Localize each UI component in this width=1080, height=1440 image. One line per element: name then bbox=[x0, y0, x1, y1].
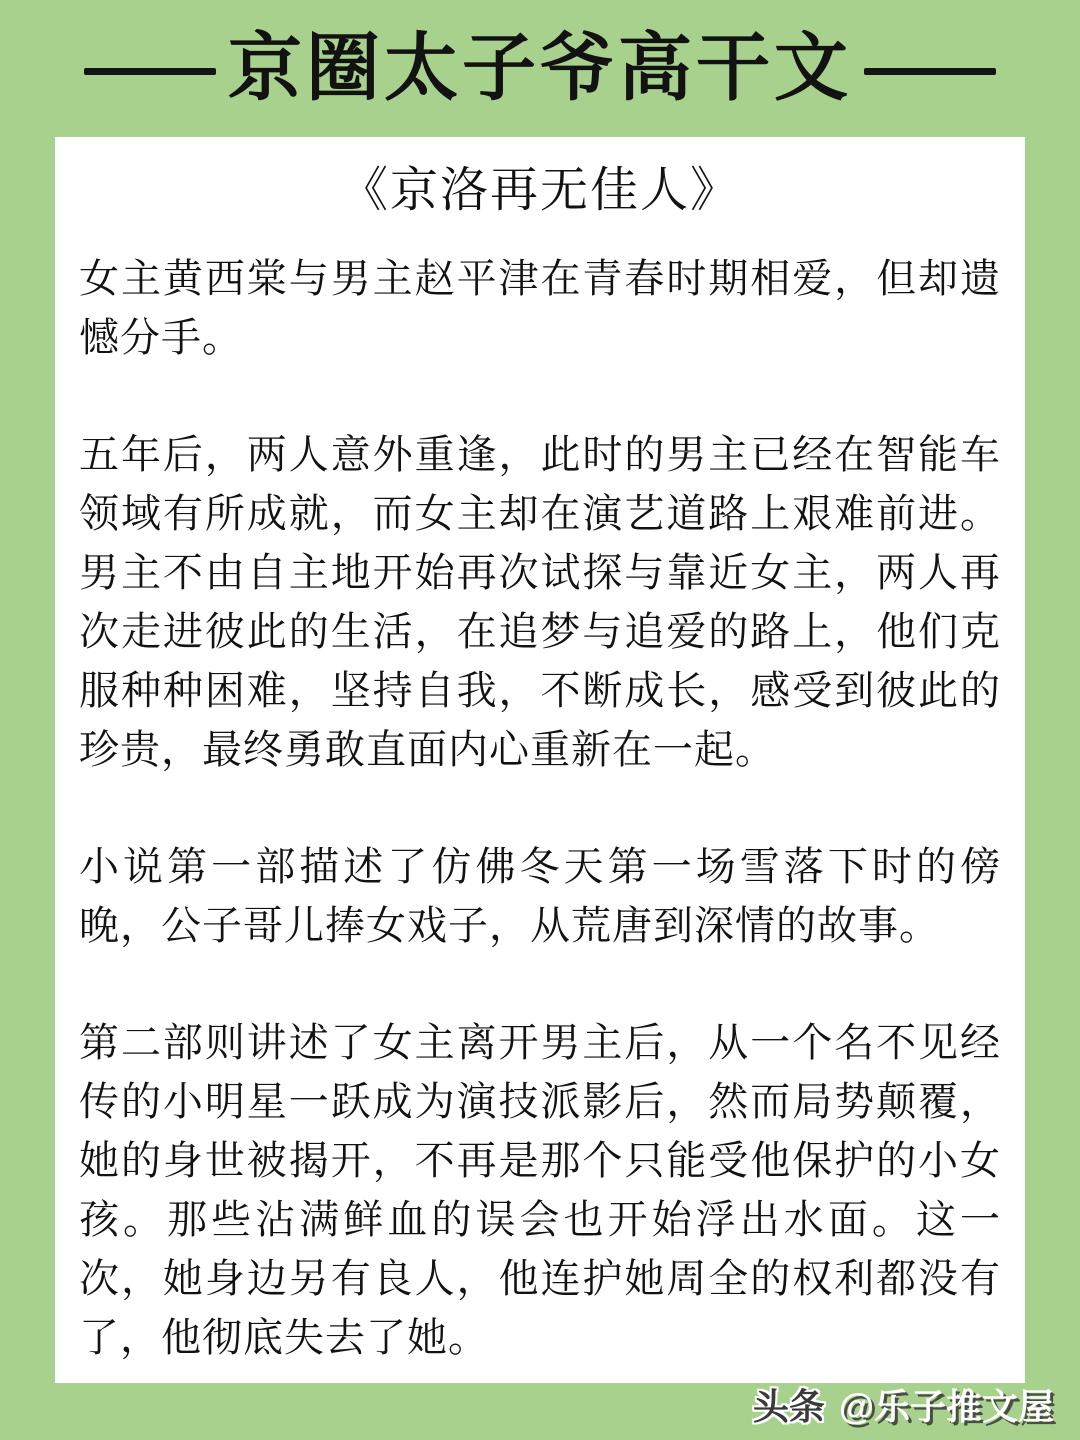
platform-label: 头条 bbox=[752, 1386, 825, 1427]
header-dash-right bbox=[864, 68, 996, 75]
author-handle: @乐子推文屋 bbox=[838, 1386, 1054, 1427]
story-synopsis bbox=[79, 249, 1001, 1367]
content-card bbox=[55, 137, 1025, 1383]
book-title: 《京洛再无佳人》 bbox=[339, 164, 740, 217]
header-dash-left bbox=[84, 68, 216, 75]
header-banner bbox=[0, 0, 1080, 137]
story-paragraph-1: 女主黄西棠与男主赵平津在青春时期相爱，但却遗憾分手。 bbox=[79, 256, 1001, 360]
story-paragraph-4: 第二部则讲述了女主离开男主后，从一个名不见经传的小明星一跃成为演技派影后，然而局势颠覆，她的身世被揭开，不再是那个只能受他保护的小女孩。那些沾满鲜血的误会也开始浮出水面。这一次，她身边另有良人，他连护她周全的权利都没有了，他彻底失去了她。 bbox=[79, 1020, 1001, 1360]
header-title: 京圈太子爷高干文 bbox=[228, 27, 852, 110]
story-paragraph-3: 小说第一部描述了仿佛冬天第一场雪落下时的傍晚，公子哥儿捧女戏子，从荒唐到深情的故事。 bbox=[79, 844, 1001, 948]
footer-credit bbox=[753, 1379, 1054, 1430]
story-paragraph-2: 五年后，两人意外重逢，此时的男主已经在智能车领域有所成就，而女主却在演艺道路上艰难前进。男主不由自主地开始再次试探与靠近女主，两人再次走进彼此的生活，在追梦与追爱的路上，他们克服种种困难，坚持自我，不断成长，感受到彼此的珍贵，最终勇敢直面内心重新在一起。 bbox=[79, 432, 1001, 772]
